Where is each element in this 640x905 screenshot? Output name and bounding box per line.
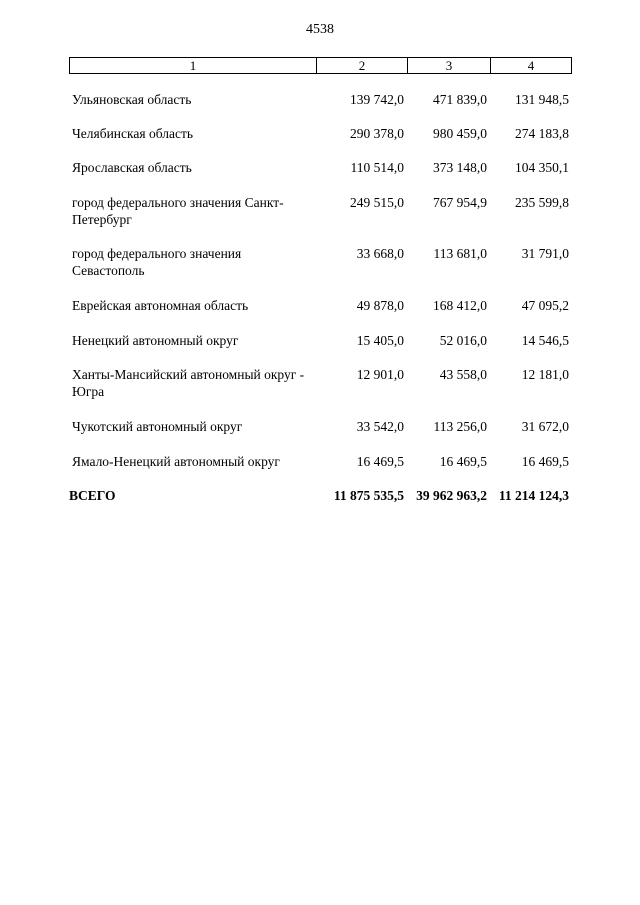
value-col-2: 33 668,0 <box>356 246 404 261</box>
column-header-1: 1 <box>70 58 317 74</box>
value-col-3: 373 148,0 <box>433 160 487 175</box>
value-col-3: 980 459,0 <box>433 126 487 141</box>
total-col-3: 39 962 963,2 <box>416 488 487 503</box>
value-col-4: 31 791,0 <box>521 246 569 261</box>
value-col-3: 52 016,0 <box>439 333 487 348</box>
total-label: ВСЕГО <box>69 488 116 503</box>
value-col-4: 104 350,1 <box>515 160 569 175</box>
value-col-2: 139 742,0 <box>350 92 404 107</box>
total-col-2: 11 875 535,5 <box>333 488 404 503</box>
region-name: Ульяновская область <box>72 92 192 107</box>
total-col-4: 11 214 124,3 <box>498 488 569 503</box>
region-name: Ямало-Ненецкий автономный округ <box>72 454 280 469</box>
region-name: Ярославская область <box>72 160 192 175</box>
column-header-3: 3 <box>408 58 491 74</box>
value-col-4: 16 469,5 <box>521 454 569 469</box>
region-name: Ненецкий автономный округ <box>72 333 239 348</box>
region-name: город федерального значения Санкт-Петербург <box>72 195 284 227</box>
value-col-3: 16 469,5 <box>439 454 487 469</box>
page-number: 4538 <box>306 22 334 37</box>
value-col-4: 47 095,2 <box>521 298 569 313</box>
value-col-4: 131 948,5 <box>515 92 569 107</box>
value-col-2: 110 514,0 <box>350 160 404 175</box>
region-name: Челябинская область <box>72 126 194 141</box>
value-col-3: 113 256,0 <box>433 419 487 434</box>
value-col-2: 290 378,0 <box>350 126 404 141</box>
column-header-row <box>70 58 572 74</box>
column-header-4: 4 <box>491 58 572 74</box>
value-col-3: 471 839,0 <box>433 92 487 107</box>
region-name: город федерального значения Севастополь <box>72 246 242 278</box>
value-col-2: 33 542,0 <box>356 419 404 434</box>
value-col-2: 16 469,5 <box>356 454 404 469</box>
value-col-4: 12 181,0 <box>521 367 569 382</box>
column-header-table <box>69 57 572 74</box>
region-name: Еврейская автономная область <box>72 298 249 313</box>
value-col-2: 249 515,0 <box>350 195 404 210</box>
value-col-4: 31 672,0 <box>521 419 569 434</box>
value-col-2: 49 878,0 <box>356 298 404 313</box>
value-col-2: 15 405,0 <box>356 333 404 348</box>
column-header-2: 2 <box>317 58 408 74</box>
value-col-4: 235 599,8 <box>515 195 569 210</box>
region-name: Чукотский автономный округ <box>72 419 243 434</box>
value-col-3: 168 412,0 <box>433 298 487 313</box>
region-name: Ханты-Мансийский автономный округ - Югра <box>72 367 305 399</box>
value-col-3: 43 558,0 <box>439 367 487 382</box>
value-col-3: 767 954,9 <box>433 195 487 210</box>
value-col-4: 14 546,5 <box>521 333 569 348</box>
value-col-3: 113 681,0 <box>433 246 487 261</box>
value-col-4: 274 183,8 <box>515 126 569 141</box>
value-col-2: 12 901,0 <box>356 367 404 382</box>
